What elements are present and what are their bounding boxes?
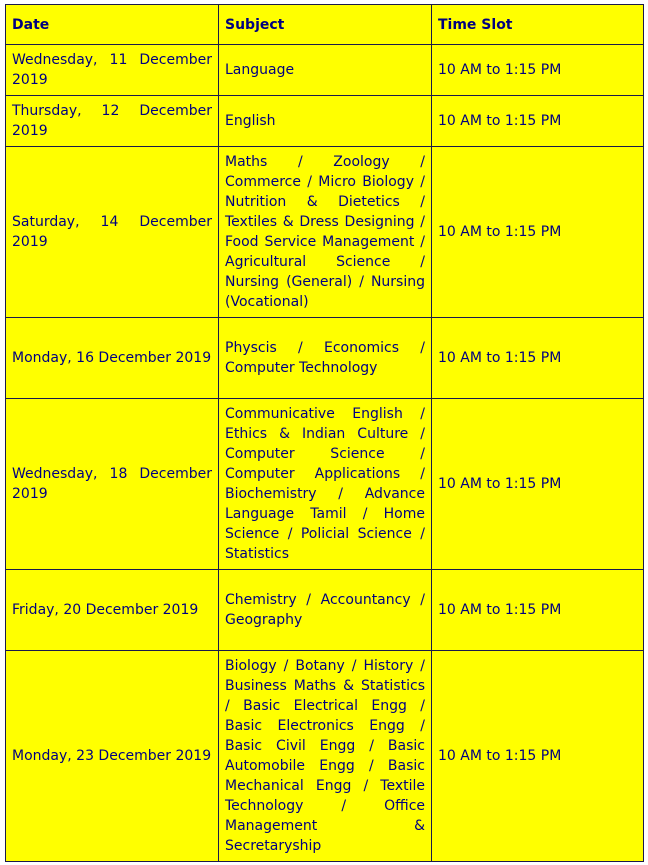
subject-cell: Maths / Zoology / Commerce / Micro Biology / Nutrition & Dietetics / Textiles & Dress Designing / Food Service Management / Agricultural Science / Nursing (General) / Nursing (Vocational) xyxy=(219,147,432,318)
date-cell: Saturday, 14 December 2019 xyxy=(6,147,219,318)
subject-cell: Communicative English / Ethics & Indian Culture / Computer Science / Computer Applications / Biochemistry / Advance Language Tamil / Home Science / Policial Science / Statistics xyxy=(219,399,432,570)
time-slot-header: Time Slot xyxy=(432,5,644,45)
time-slot-cell: 10 AM to 1:15 PM xyxy=(432,147,644,318)
date-cell: Monday, 16 December 2019 xyxy=(6,318,219,399)
date-cell: Monday, 23 December 2019 xyxy=(6,651,219,862)
exam-schedule-table xyxy=(5,4,644,862)
time-slot-cell: 10 AM to 1:15 PM xyxy=(432,399,644,570)
table-row xyxy=(6,318,644,399)
subject-cell: Chemistry / Accountancy / Geography xyxy=(219,570,432,651)
date-header: Date xyxy=(6,5,219,45)
time-slot-cell: 10 AM to 1:15 PM xyxy=(432,96,644,147)
time-slot-cell: 10 AM to 1:15 PM xyxy=(432,318,644,399)
table-row xyxy=(6,570,644,651)
header-row xyxy=(6,5,644,45)
time-slot-cell: 10 AM to 1:15 PM xyxy=(432,45,644,96)
date-cell: Friday, 20 December 2019 xyxy=(6,570,219,651)
table-row xyxy=(6,147,644,318)
table-row xyxy=(6,651,644,862)
subject-cell: English xyxy=(219,96,432,147)
subject-cell: Language xyxy=(219,45,432,96)
subject-header: Subject xyxy=(219,5,432,45)
table-row xyxy=(6,45,644,96)
date-cell: Thursday, 12 December 2019 xyxy=(6,96,219,147)
date-cell: Wednesday, 18 December 2019 xyxy=(6,399,219,570)
subject-cell: Biology / Botany / History / Business Maths & Statistics / Basic Electrical Engg / Basic Electronics Engg / Basic Civil Engg / Basic Automobile Engg / Basic Mechanical Engg / Textile Technology / Office Management & Secretaryship xyxy=(219,651,432,862)
date-cell: Wednesday, 11 December 2019 xyxy=(6,45,219,96)
table-row xyxy=(6,96,644,147)
table-row xyxy=(6,399,644,570)
subject-cell: Physcis / Economics / Computer Technology xyxy=(219,318,432,399)
time-slot-cell: 10 AM to 1:15 PM xyxy=(432,570,644,651)
time-slot-cell: 10 AM to 1:15 PM xyxy=(432,651,644,862)
